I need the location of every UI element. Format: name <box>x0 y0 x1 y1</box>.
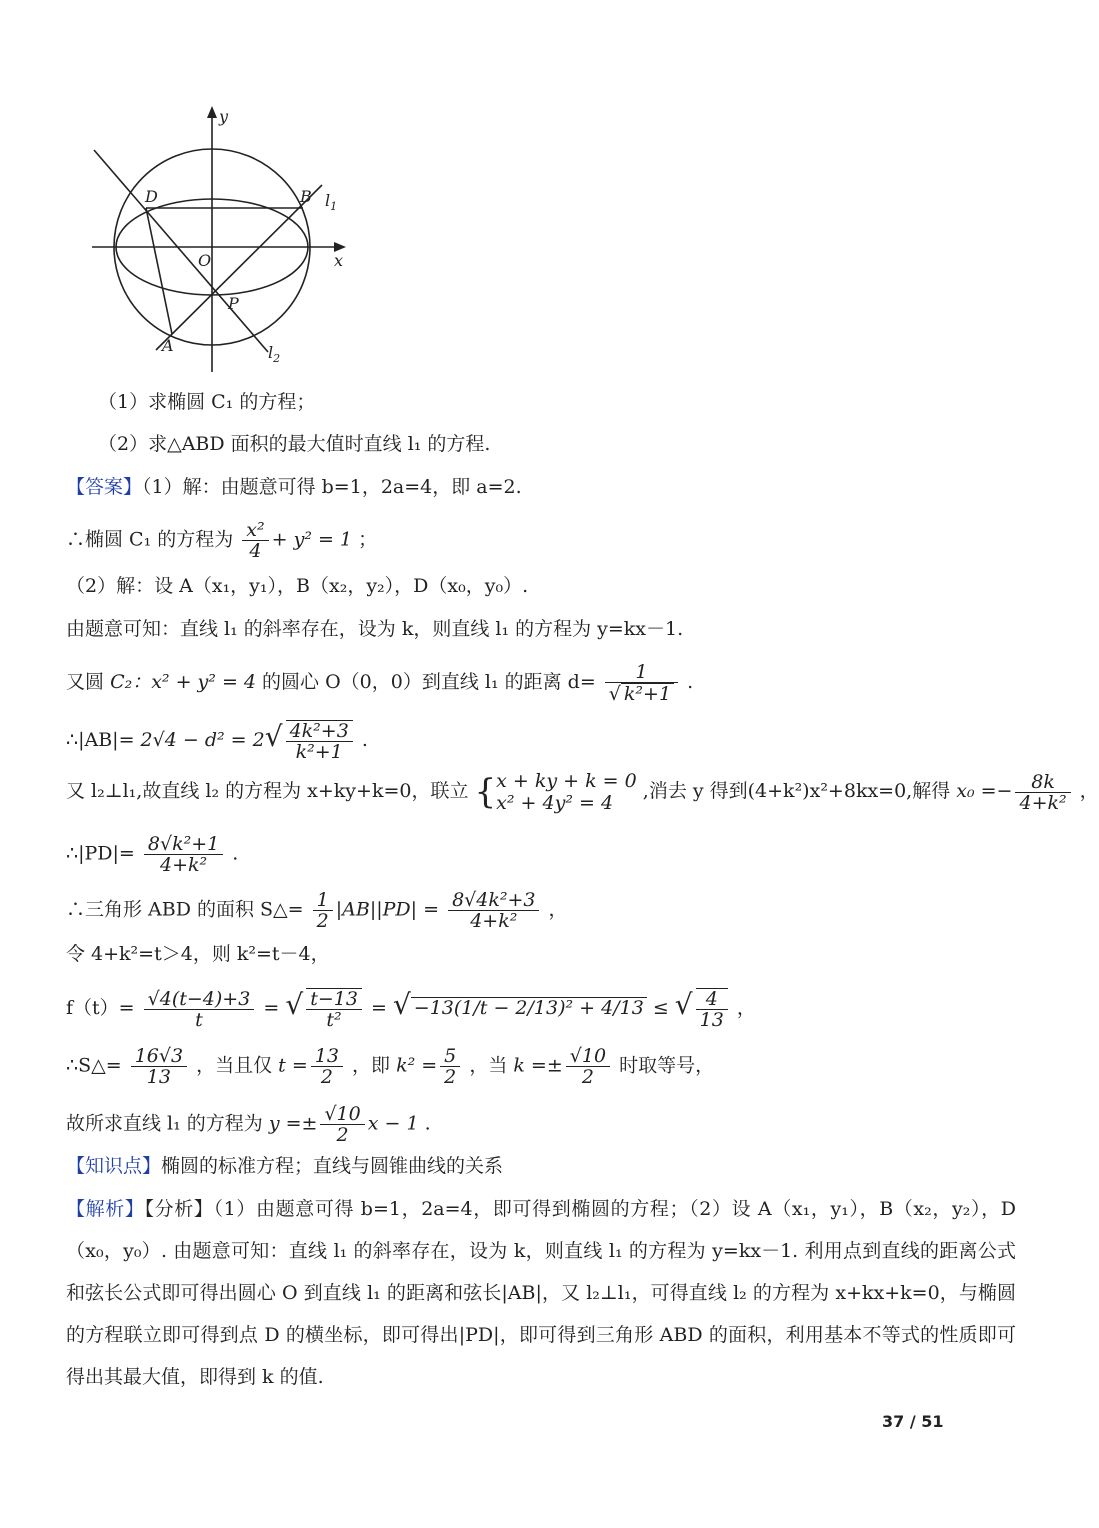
answer-line-6: ∴|AB|= 2√4 − d² = 2√ $\frac{\text{4k²+3}}{\text{k²+1}}$ . <box>66 720 368 763</box>
label-d: D <box>145 187 158 206</box>
text: 又 l₂⊥l₁,故直线 l₂ 的方程为 x+ky+k=0，联立 <box>66 780 469 802</box>
answer-text-1: （1）解：由题意可得 b=1，2a=4，即 a=2. <box>142 476 522 498</box>
answer-line-1 <box>66 473 522 501</box>
answer-line-2 <box>66 520 377 561</box>
answer-line-13 <box>66 1104 431 1145</box>
text: ∴|AB|= <box>66 729 135 751</box>
label-x: x <box>334 251 344 270</box>
punct: . <box>687 671 694 693</box>
knowledge-text: 椭圆的标准方程；直线与圆锥曲线的关系 <box>161 1155 504 1177</box>
punct: ， <box>548 898 568 921</box>
equation: y =± <box>268 1112 318 1135</box>
fraction: $\frac{13}{2}$ <box>311 1046 343 1087</box>
label-a: A <box>162 336 174 355</box>
fraction: $\frac{t-13}{\text{t²}}$ <box>306 988 362 1030</box>
answer-tag: 【答案】 <box>66 476 143 498</box>
label-l1: $l_1$ <box>325 191 338 213</box>
answer-line-8 <box>66 834 238 875</box>
analysis-paragraph <box>66 1188 1016 1398</box>
fraction: $\frac{5}{2}$ <box>440 1046 460 1087</box>
segment-da <box>146 208 172 334</box>
fraction: $\frac{4}{13}$ <box>696 988 728 1030</box>
answer-line-3: （2）解：设 A（x₁，y₁），B（x₂，y₂），D（x₀，y₀）. <box>66 575 529 597</box>
y-arrow <box>207 106 217 118</box>
answer-line-9 <box>66 890 568 931</box>
fraction: $\frac{16√3}{13}$ <box>131 1046 187 1087</box>
equation: t = <box>278 1054 308 1077</box>
text: ，当 <box>469 1054 508 1077</box>
geometry-figure <box>0 0 1080 380</box>
equation: x − 1 <box>367 1112 419 1135</box>
analysis-subtag: 【分析】 <box>144 1198 214 1220</box>
answer-text-2: ∴椭圆 C₁ 的方程为 <box>66 528 234 551</box>
equation: C₂：x² + y² = 4 <box>110 671 256 693</box>
label-b: B <box>300 187 312 206</box>
text: 的圆心 O（0，0）到直线 l₁ 的距离 d= <box>262 671 596 693</box>
knowledge-line <box>66 1152 503 1180</box>
equation: |AB||PD| = <box>335 898 440 921</box>
answer-line-7: 又 l₂⊥l₁,故直线 l₂ 的方程为 x+ky+k=0，联立 { x + ky + k = 0 x² + 4y² = 4 ,消去 y 得到(4+k²)x²+8kx=0,解得 x₀ =− $\frac{8k}{\text{4+k²}}$ ， <box>66 770 1099 814</box>
text: f（t）= <box>66 997 135 1019</box>
text: ∴|PD|= <box>66 842 135 865</box>
text: = <box>370 997 387 1019</box>
equation: 2√4 − d² <box>140 729 225 751</box>
text: ,消去 y 得到(4+k²)x²+8kx=0,解得 <box>642 780 951 802</box>
punct: . <box>424 1112 431 1135</box>
fraction: $\frac{\text{x²}}{4}$ <box>242 520 268 561</box>
answer-line-4: 由题意可知：直线 l₁ 的斜率存在，设为 k，则直线 l₁ 的方程为 y=kx－1. <box>66 618 684 640</box>
line-l2 <box>94 150 268 352</box>
punct: ； <box>358 528 378 551</box>
label-o: O <box>198 251 212 270</box>
text: 故所求直线 l₁ 的方程为 <box>66 1112 263 1135</box>
fraction: $\frac{8k}{\text{4+k²}}$ <box>1015 772 1070 813</box>
text: 时取等号， <box>619 1054 715 1077</box>
equation: k =± <box>513 1054 563 1077</box>
page-number: 37 / 51 <box>882 1412 944 1431</box>
punct: . <box>361 729 368 751</box>
fraction: $\frac{\text{8√k²+1}}{\text{4+k²}}$ <box>144 834 223 875</box>
text: 又圆 <box>66 671 105 693</box>
equation: + y² = 1 <box>271 528 353 551</box>
analysis-text: （1）由题意可得 b=1，2a=4，即可得到椭圆的方程；（2）设 A（x₁，y₁），B（x₂，y₂），D（x₀，y₀）. 由题意可知：直线 l₁ 的斜率存在，设为 k，则直线 l₁ 的方程为 y=kx－1. 利用点到直线的距离公式和弦长公式即可得出圆心 O 到直线 l₁ 的距离和弦长|AB|，又 l₂⊥l₁，可得直线 l₂ 的方程为 x+kx+k=0，与椭圆的方程联立即可得到点 D 的横坐标，即可得出|PD|，即可得到三角形 ABD 的面积，利用基本不等式的性质即可得出其最大值，即得到 k 的值. <box>66 1198 1016 1388</box>
question-1: （1）求椭圆 C₁ 的方程； <box>98 391 316 413</box>
punct: ， <box>736 997 756 1019</box>
fraction: $\frac{√10}{2}$ <box>320 1104 364 1145</box>
knowledge-tag: 【知识点】 <box>66 1155 162 1177</box>
label-l2: $l_2$ <box>268 343 281 365</box>
fraction: $\frac{√10}{2}$ <box>566 1046 610 1087</box>
answer-line-5 <box>66 662 693 704</box>
label-y: y <box>219 107 229 126</box>
text: ∴三角形 ABD 的面积 S△= <box>66 898 304 921</box>
answer-line-11: f（t）= $\frac{√4(t-4)+3}{t}$ = √ $\frac{t-13}{\text{t²}}$ = √ −13(1/t − 2/13)² + 4/13 ≤ √ $\frac{4}{13}$ ， <box>66 987 756 1031</box>
question-2: （2）求△ABD 面积的最大值时直线 l₁ 的方程. <box>98 433 491 455</box>
text: ，当且仅 <box>196 1054 273 1077</box>
answer-line-12 <box>66 1046 714 1087</box>
label-p: P <box>228 294 239 313</box>
text: = <box>263 997 280 1019</box>
fraction: $\frac{√4(t-4)+3}{t}$ <box>144 989 255 1030</box>
analysis-tag: 【解析】 <box>66 1198 145 1220</box>
fraction: $\frac{1}{\text{√ k²+1}}$ <box>605 662 678 704</box>
answer-line-10: 令 4+k²=t＞4，则 k²=t－4， <box>66 943 330 965</box>
equation: = 2 <box>230 729 265 751</box>
text: ∴S△= <box>66 1054 122 1077</box>
punct: ， <box>1079 780 1099 802</box>
punct: . <box>232 842 239 865</box>
equation: −13(1/t − 2/13)² + 4/13 <box>411 997 647 1018</box>
fraction: $\frac{\text{8√4k²+3}}{\text{4+k²}}$ <box>448 890 539 931</box>
text: ，即 <box>352 1054 391 1077</box>
line-l1 <box>156 185 322 350</box>
fraction: $\frac{\text{4k²+3}}{\text{k²+1}}$ <box>286 720 353 762</box>
equation-system: x + ky + k = 0 x² + 4y² = 4 <box>496 770 637 814</box>
fraction: $\frac{1}{2}$ <box>313 890 333 931</box>
equation: x₀ =− <box>956 780 1013 802</box>
equation: k² = <box>396 1054 438 1077</box>
text: ≤ <box>652 997 669 1019</box>
